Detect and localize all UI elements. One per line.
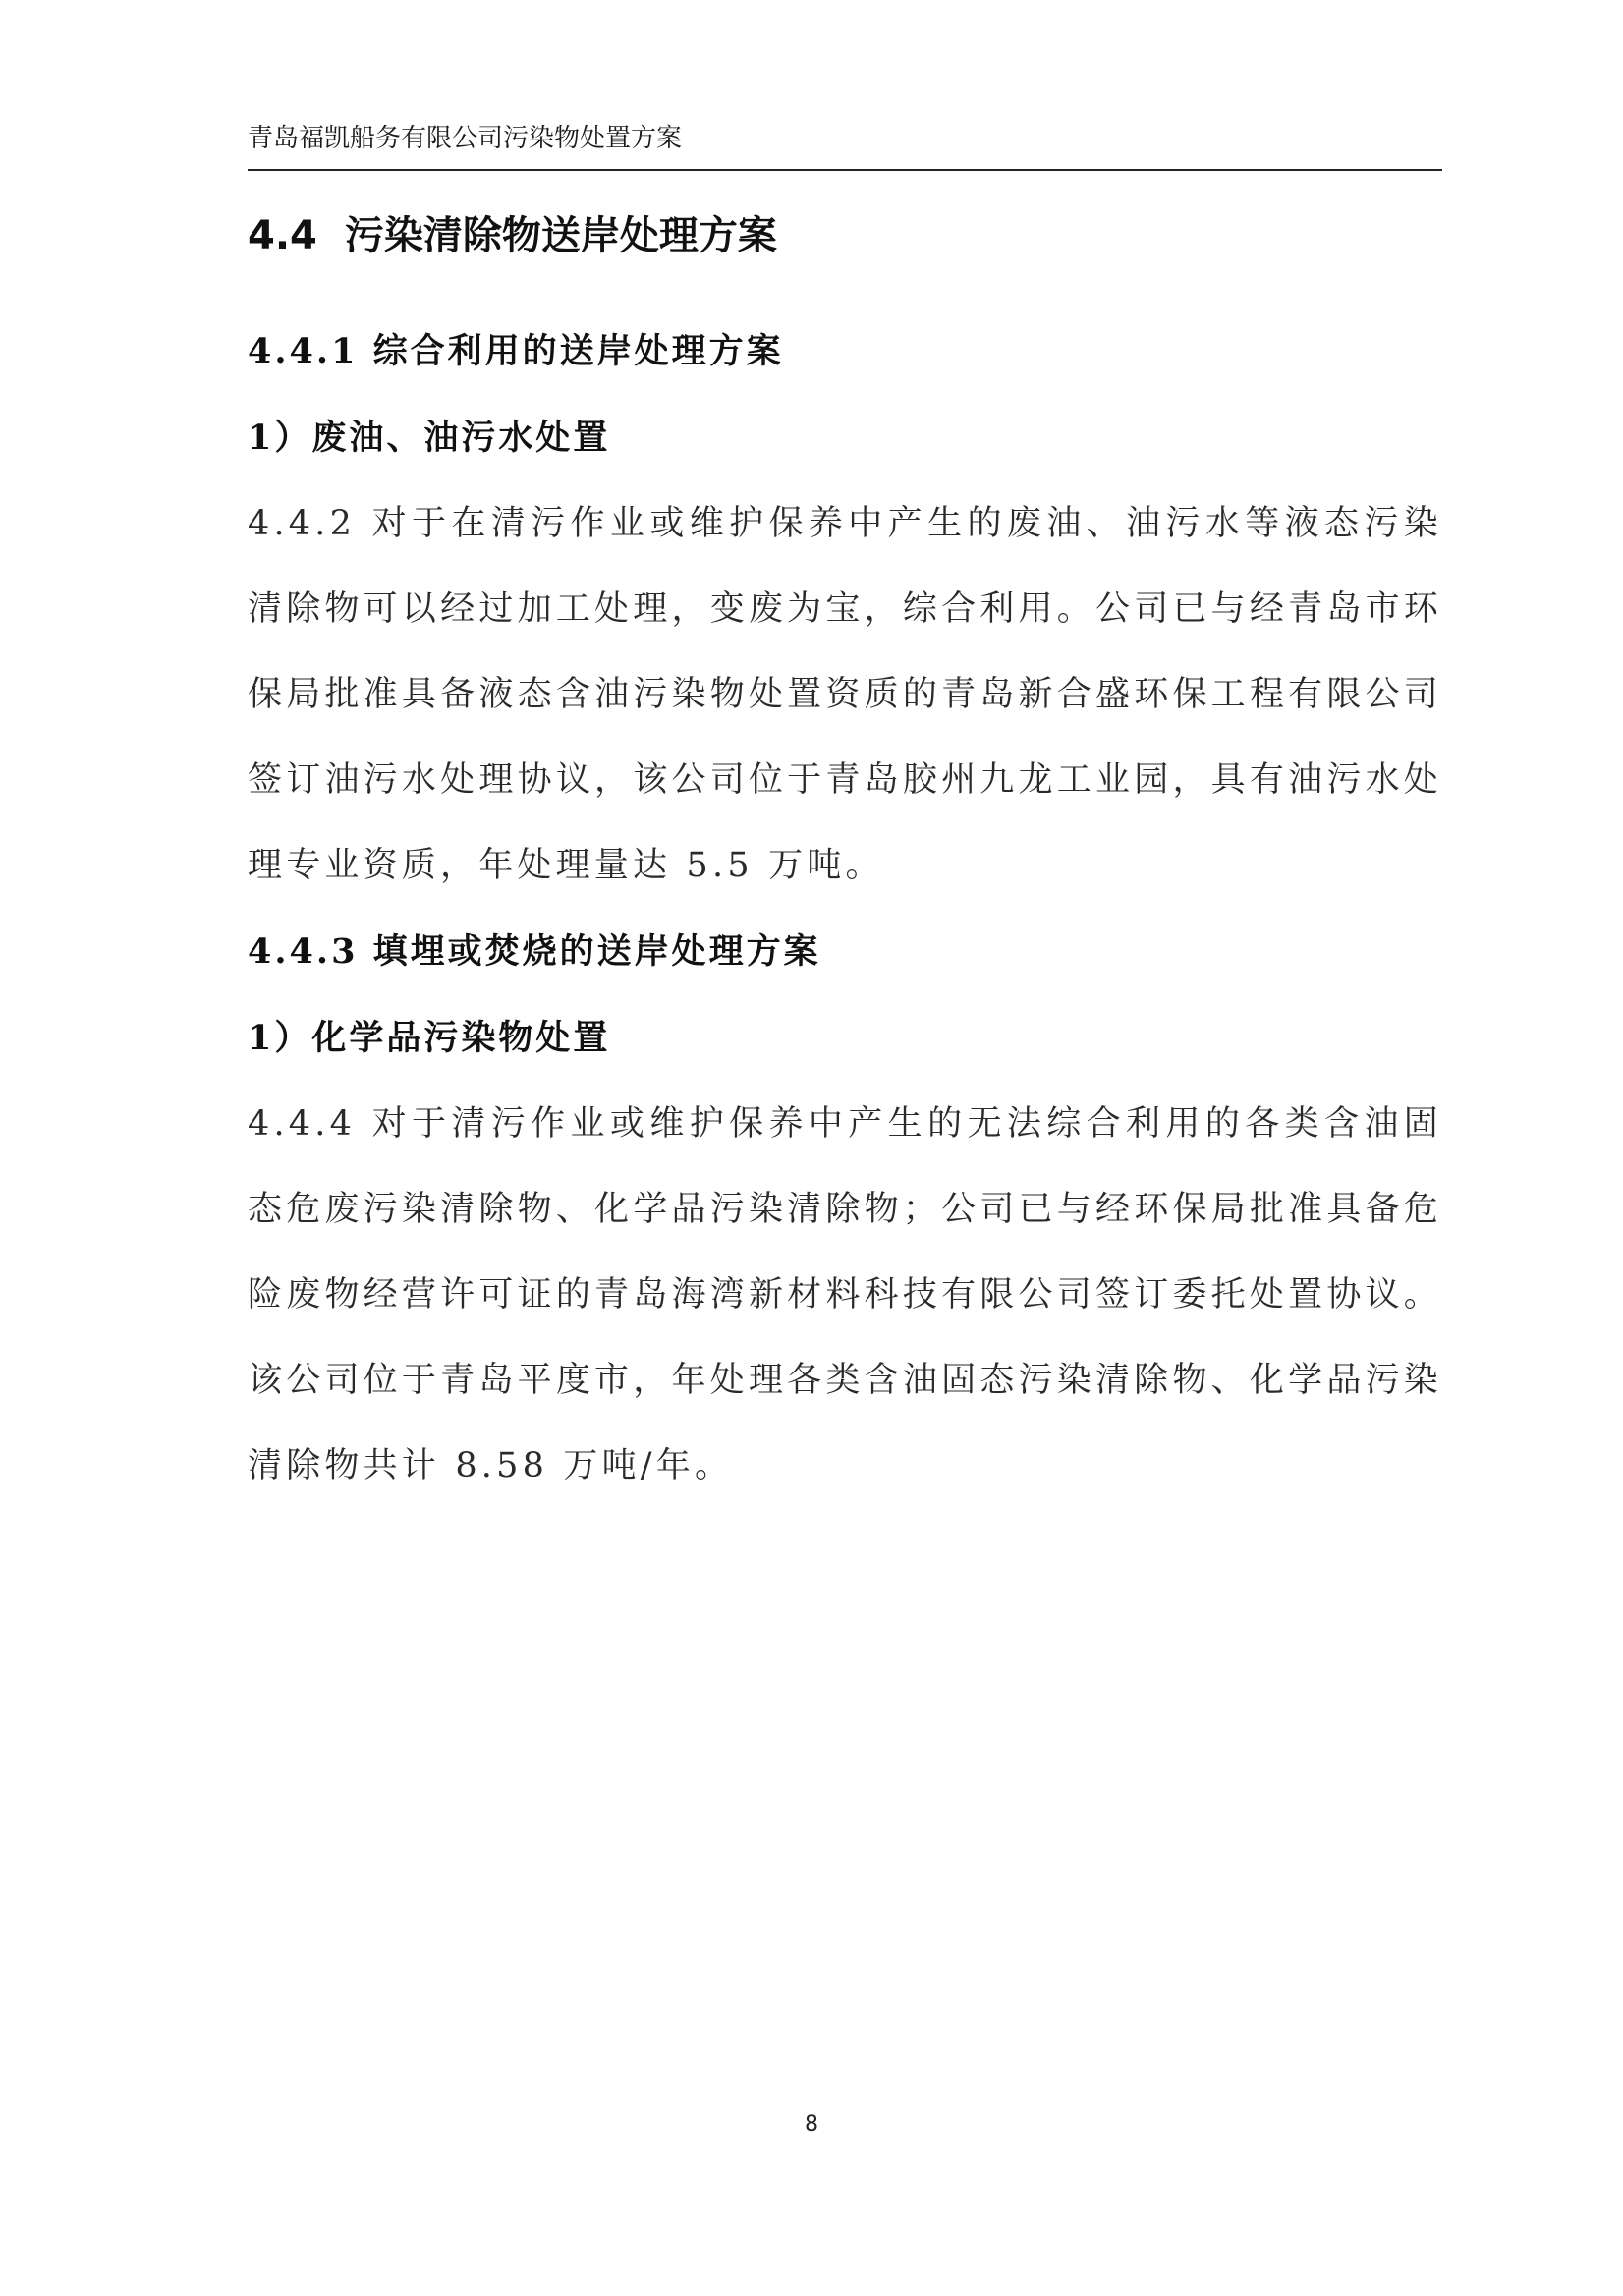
section-number: 4.4 (248, 213, 317, 258)
paragraph-4-4-4: 4.4.4 对于清污作业或维护保养中产生的无法综合利用的各类含油固态危废污染清除物、化学品污染清除物；公司已与经环保局批准具备危险废物经营许可证的青岛海湾新材料科技有限公司签订委托处置协议。该公司位于青岛平度市，年处理各类含油固态污染清除物、化学品污染清除物共计 8.58 万吨/年。 (248, 1104, 1442, 1485)
subsection-heading-4-4-3: 4.4.3 填埋或焚烧的送岸处理方案 (248, 931, 821, 972)
subsection-heading-4-4-1: 4.4.1 综合利用的送岸处理方案 (248, 331, 784, 371)
page-number: 8 (805, 2112, 818, 2137)
section-title: 污染清除物送岸处理方案 (344, 213, 777, 258)
item-heading-chemical: 1）化学品污染物处置 (248, 1018, 611, 1058)
section-heading (248, 206, 1442, 265)
document-title: 青岛福凯船务有限公司污染物处置方案 (248, 124, 683, 153)
page-content (248, 206, 1442, 1509)
paragraph-4-4-2: 4.4.2 对于在清污作业或维护保养中产生的废油、油污水等液态污染清除物可以经过加工处理，变废为宝，综合利用。公司已与经青岛市环保局批准具备液态含油污染物处置资质的青岛新合盛环保工程有限公司签订油污水处理协议，该公司位于青岛胶州九龙工业园，具有油污水处理专业资质，年处理量达 5.5 万吨。 (248, 504, 1442, 885)
page-header (248, 110, 1442, 171)
item-heading-waste-oil: 1）废油、油污水处置 (248, 418, 611, 458)
